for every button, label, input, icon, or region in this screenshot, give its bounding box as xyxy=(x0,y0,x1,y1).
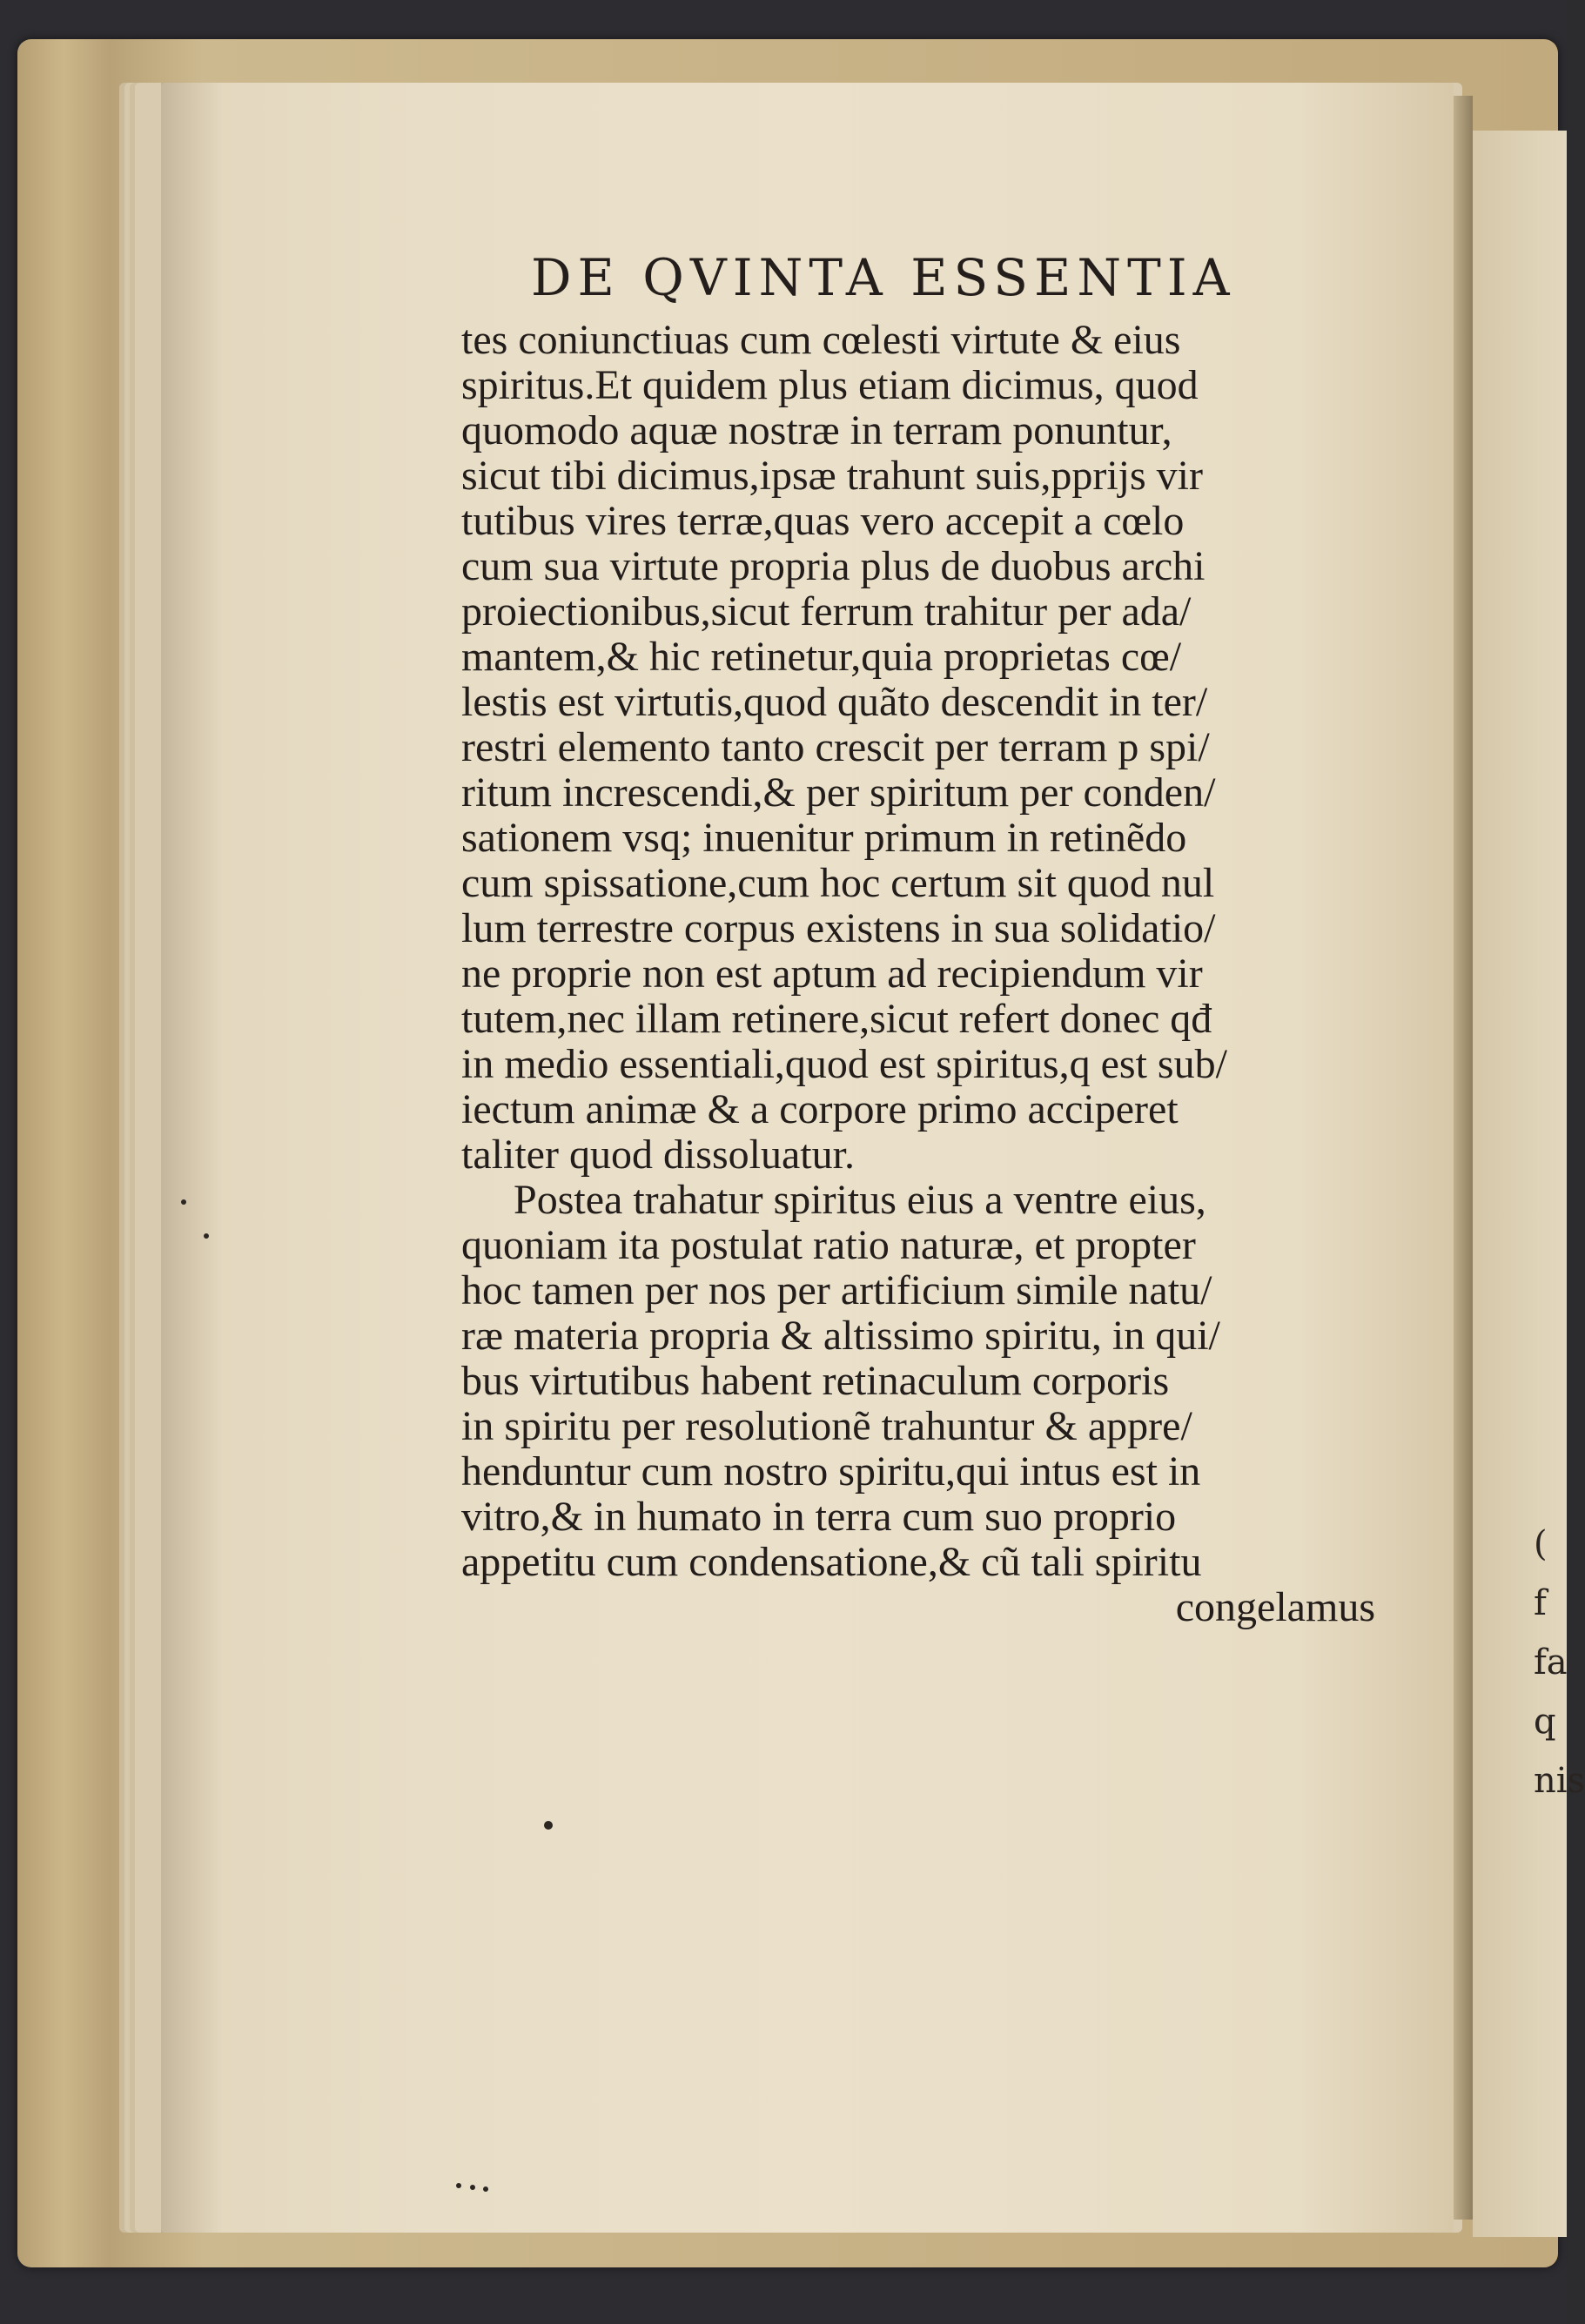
text-line: tutibus vires terræ,quas vero accepit a cœlo xyxy=(461,498,1185,544)
text-line: quoniam ita postulat ratio naturæ, et propter xyxy=(461,1222,1196,1268)
text-line: hoc tamen per nos per artificium simile natu/ xyxy=(461,1267,1212,1313)
text-line: lum terrestre corpus existens in sua solidatio/ xyxy=(461,905,1216,951)
text-line: proiectionibus,sicut ferrum trahitur per ada/ xyxy=(461,588,1192,635)
page-shading xyxy=(161,83,222,2233)
main-text xyxy=(461,318,1384,1630)
text-line: appetitu cum condensatione,& cũ tali spiritu xyxy=(461,1539,1202,1585)
text-line: cum sua virtute propria plus de duobus archi xyxy=(461,543,1206,589)
ink-dot xyxy=(181,1199,186,1205)
text-line: in spiritu per resolutionẽ trahuntur & appre/ xyxy=(461,1403,1192,1449)
text-line: taliter quod dissoluatur. xyxy=(461,1132,855,1178)
text-line: spiritus.Et quidem plus etiam dicimus, quod xyxy=(461,362,1199,408)
text-line: vitro,& in humato in terra cum suo proprio xyxy=(461,1494,1177,1540)
text-line: tutem,nec illam retinere,sicut refert donec qđ xyxy=(461,996,1212,1042)
text-line: mantem,& hic retinetur,quia proprietas cœ/ xyxy=(461,634,1182,680)
text-line: ritum increscendi,& per spiritum per conden/ xyxy=(461,769,1216,816)
paragraph-start-line: Postea trahatur spiritus eius a ventre eius, xyxy=(514,1177,1206,1223)
text-line: sationem vsq; inuenitur primum in retinẽdo xyxy=(461,815,1187,861)
text-line: tes coniunctiuas cum cœlesti virtute & eius xyxy=(461,317,1181,363)
ink-dot xyxy=(456,2183,461,2188)
facing-page-text: ( f fa q nis xyxy=(1534,1524,1585,1801)
text-line: ræ materia propria & altissimo spiritu, in qui/ xyxy=(461,1313,1220,1359)
text-line: iectum animæ & a corpore primo acciperet xyxy=(461,1086,1179,1132)
ink-dot xyxy=(204,1233,209,1239)
ink-dot xyxy=(544,1821,553,1830)
ink-dot xyxy=(483,2186,488,2192)
text-line: bus virtutibus habent retinaculum corporis xyxy=(461,1358,1170,1404)
text-line: sicut tibi dicimus,ipsæ trahunt suis,pprijs vir xyxy=(461,453,1203,499)
running-head: DE QVINTA ESSENTIA xyxy=(531,248,1236,307)
catchword: congelamus xyxy=(1175,1584,1375,1630)
text-line: ne proprie non est aptum ad recipiendum vir xyxy=(461,950,1203,997)
book-gutter xyxy=(1454,96,1473,2220)
text-line: lestis est virtutis,quod quãto descendit in ter/ xyxy=(461,679,1208,725)
text-line: henduntur cum nostro spiritu,qui intus est in xyxy=(461,1448,1201,1494)
text-line: in medio essentiali,quod est spiritus,q est sub/ xyxy=(461,1041,1227,1087)
ink-dot xyxy=(470,2185,475,2190)
text-line: quomodo aquæ nostræ in terram ponuntur, xyxy=(461,407,1172,453)
facing-page xyxy=(1473,131,1567,2237)
text-line: cum spissatione,cum hoc certum sit quod nul xyxy=(461,860,1215,906)
text-line: restri elemento tanto crescit per terram p spi/ xyxy=(461,724,1210,770)
